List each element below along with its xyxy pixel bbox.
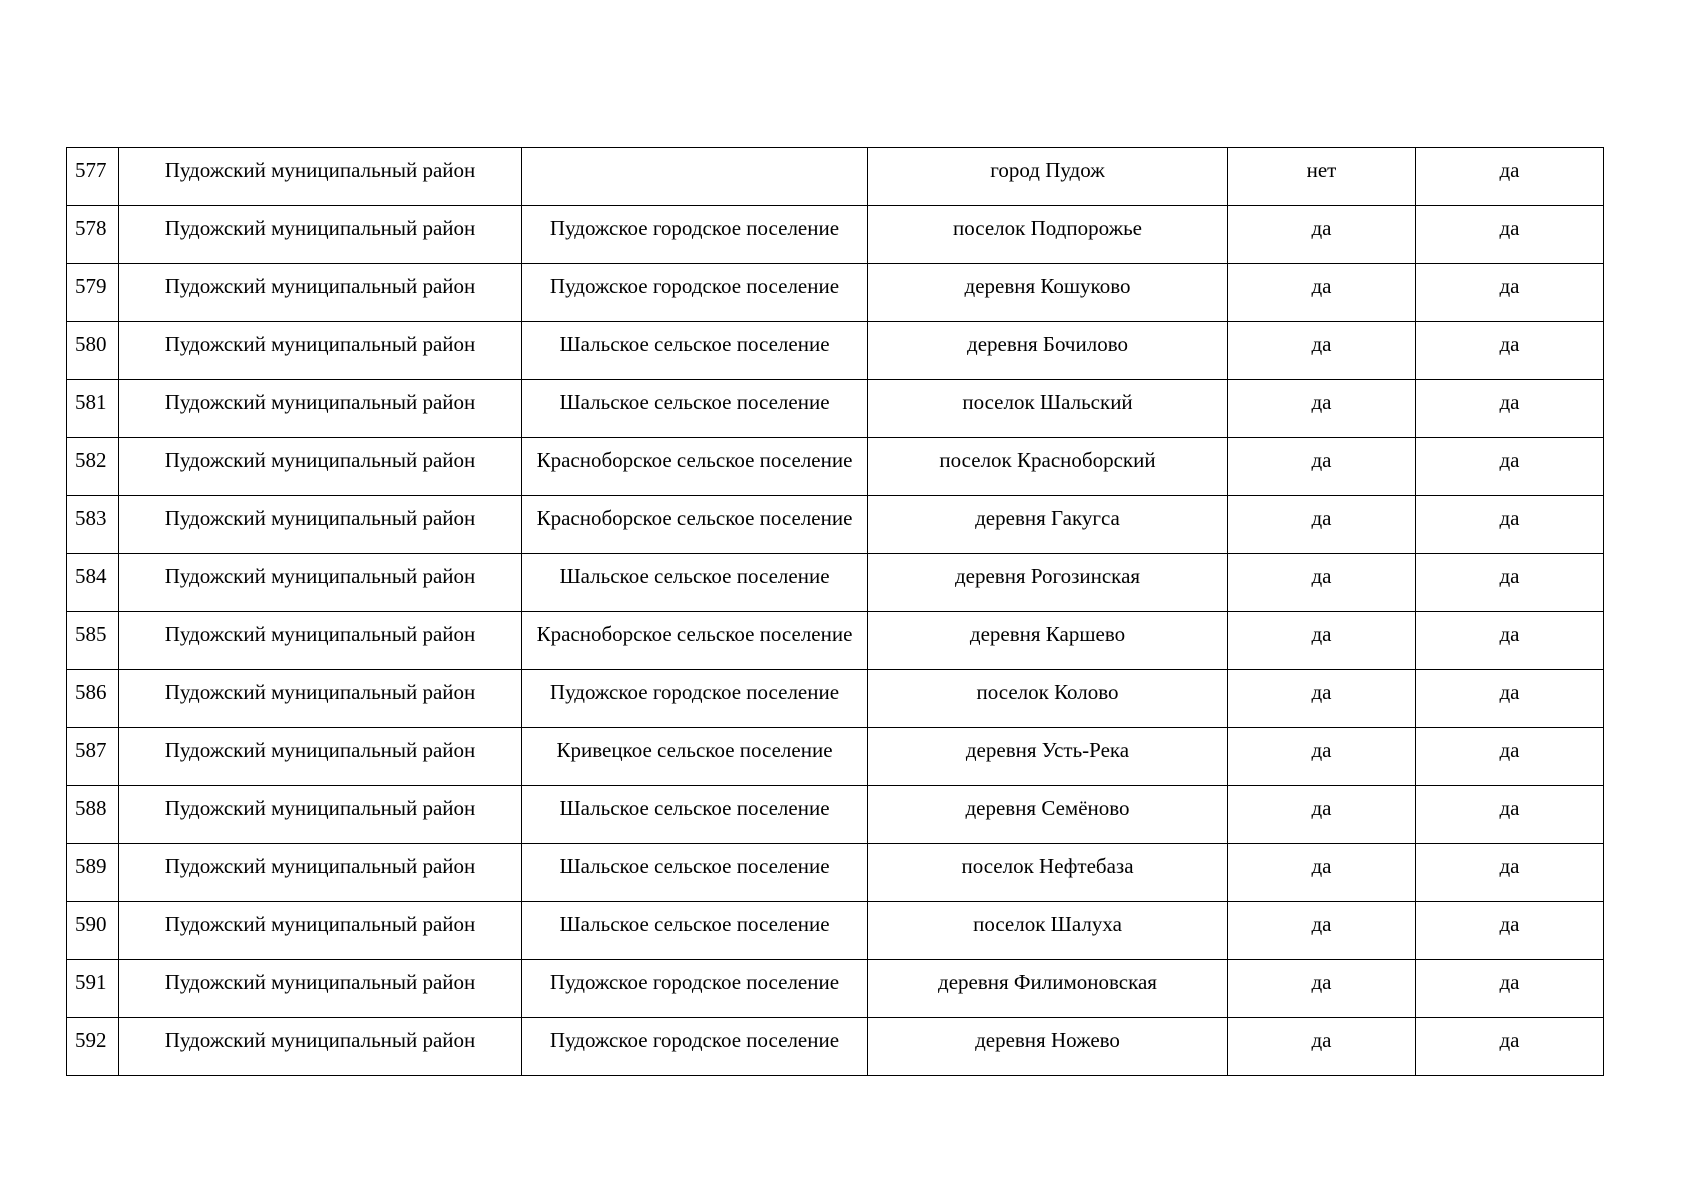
settlement-cell: Пудожское городское поселение <box>522 206 868 264</box>
row-number-cell: 590 <box>67 902 119 960</box>
locality-cell: город Пудож <box>868 148 1228 206</box>
row-number-cell: 582 <box>67 438 119 496</box>
flag-b-cell: да <box>1416 902 1604 960</box>
table-row <box>67 554 1604 612</box>
district-cell: Пудожский муниципальный район <box>119 1018 522 1076</box>
flag-a-cell: да <box>1228 1018 1416 1076</box>
row-number-cell: 588 <box>67 786 119 844</box>
settlement-cell: Шальское сельское поселение <box>522 844 868 902</box>
table-row <box>67 438 1604 496</box>
row-number-cell: 592 <box>67 1018 119 1076</box>
district-cell: Пудожский муниципальный район <box>119 148 522 206</box>
settlements-table <box>66 147 1604 1076</box>
settlement-cell: Красноборское сельское поселение <box>522 438 868 496</box>
row-number-cell: 587 <box>67 728 119 786</box>
district-cell: Пудожский муниципальный район <box>119 786 522 844</box>
row-number-cell: 589 <box>67 844 119 902</box>
district-cell: Пудожский муниципальный район <box>119 670 522 728</box>
locality-cell: деревня Рогозинская <box>868 554 1228 612</box>
district-cell: Пудожский муниципальный район <box>119 960 522 1018</box>
locality-cell: деревня Каршево <box>868 612 1228 670</box>
settlement-cell: Шальское сельское поселение <box>522 554 868 612</box>
flag-a-cell: да <box>1228 670 1416 728</box>
locality-cell: поселок Шальский <box>868 380 1228 438</box>
table-row <box>67 264 1604 322</box>
district-cell: Пудожский муниципальный район <box>119 844 522 902</box>
flag-b-cell: да <box>1416 496 1604 554</box>
row-number-cell: 584 <box>67 554 119 612</box>
flag-b-cell: да <box>1416 264 1604 322</box>
district-cell: Пудожский муниципальный район <box>119 496 522 554</box>
settlement-cell: Пудожское городское поселение <box>522 264 868 322</box>
table-row <box>67 844 1604 902</box>
locality-cell: поселок Подпорожье <box>868 206 1228 264</box>
settlement-cell: Шальское сельское поселение <box>522 902 868 960</box>
table-row <box>67 322 1604 380</box>
district-cell: Пудожский муниципальный район <box>119 728 522 786</box>
flag-b-cell: да <box>1416 322 1604 380</box>
flag-a-cell: да <box>1228 554 1416 612</box>
flag-b-cell: да <box>1416 786 1604 844</box>
table-row <box>67 728 1604 786</box>
flag-b-cell: да <box>1416 148 1604 206</box>
flag-a-cell: да <box>1228 322 1416 380</box>
flag-b-cell: да <box>1416 1018 1604 1076</box>
flag-b-cell: да <box>1416 728 1604 786</box>
district-cell: Пудожский муниципальный район <box>119 612 522 670</box>
table-row <box>67 496 1604 554</box>
flag-a-cell: да <box>1228 960 1416 1018</box>
settlements-table-body <box>67 148 1604 1076</box>
settlement-cell: Шальское сельское поселение <box>522 380 868 438</box>
settlement-cell: Пудожское городское поселение <box>522 960 868 1018</box>
district-cell: Пудожский муниципальный район <box>119 206 522 264</box>
flag-b-cell: да <box>1416 844 1604 902</box>
settlement-cell: Красноборское сельское поселение <box>522 496 868 554</box>
table-row <box>67 960 1604 1018</box>
settlement-cell <box>522 148 868 206</box>
flag-a-cell: да <box>1228 612 1416 670</box>
row-number-cell: 591 <box>67 960 119 1018</box>
row-number-cell: 586 <box>67 670 119 728</box>
locality-cell: поселок Шалуха <box>868 902 1228 960</box>
district-cell: Пудожский муниципальный район <box>119 438 522 496</box>
flag-a-cell: да <box>1228 264 1416 322</box>
settlement-cell: Пудожское городское поселение <box>522 670 868 728</box>
locality-cell: деревня Бочилово <box>868 322 1228 380</box>
locality-cell: поселок Нефтебаза <box>868 844 1228 902</box>
table-row <box>67 786 1604 844</box>
locality-cell: деревня Семёново <box>868 786 1228 844</box>
settlement-cell: Шальское сельское поселение <box>522 786 868 844</box>
settlement-cell: Кривецкое сельское поселение <box>522 728 868 786</box>
flag-a-cell: да <box>1228 786 1416 844</box>
table-row <box>67 148 1604 206</box>
row-number-cell: 585 <box>67 612 119 670</box>
flag-b-cell: да <box>1416 380 1604 438</box>
row-number-cell: 577 <box>67 148 119 206</box>
flag-a-cell: да <box>1228 728 1416 786</box>
district-cell: Пудожский муниципальный район <box>119 554 522 612</box>
table-row <box>67 902 1604 960</box>
settlement-cell: Пудожское городское поселение <box>522 1018 868 1076</box>
row-number-cell: 580 <box>67 322 119 380</box>
table-row <box>67 380 1604 438</box>
table-row <box>67 612 1604 670</box>
district-cell: Пудожский муниципальный район <box>119 902 522 960</box>
locality-cell: поселок Красноборский <box>868 438 1228 496</box>
flag-a-cell: да <box>1228 438 1416 496</box>
table-row <box>67 1018 1604 1076</box>
locality-cell: деревня Усть-Река <box>868 728 1228 786</box>
locality-cell: поселок Колово <box>868 670 1228 728</box>
row-number-cell: 581 <box>67 380 119 438</box>
flag-b-cell: да <box>1416 612 1604 670</box>
row-number-cell: 583 <box>67 496 119 554</box>
district-cell: Пудожский муниципальный район <box>119 264 522 322</box>
flag-b-cell: да <box>1416 554 1604 612</box>
table-row <box>67 670 1604 728</box>
flag-b-cell: да <box>1416 960 1604 1018</box>
locality-cell: деревня Ножево <box>868 1018 1228 1076</box>
locality-cell: деревня Кошуково <box>868 264 1228 322</box>
district-cell: Пудожский муниципальный район <box>119 322 522 380</box>
flag-a-cell: нет <box>1228 148 1416 206</box>
locality-cell: деревня Гакугса <box>868 496 1228 554</box>
flag-a-cell: да <box>1228 206 1416 264</box>
locality-cell: деревня Филимоновская <box>868 960 1228 1018</box>
flag-a-cell: да <box>1228 380 1416 438</box>
flag-b-cell: да <box>1416 438 1604 496</box>
flag-a-cell: да <box>1228 902 1416 960</box>
flag-b-cell: да <box>1416 206 1604 264</box>
flag-a-cell: да <box>1228 496 1416 554</box>
flag-b-cell: да <box>1416 670 1604 728</box>
district-cell: Пудожский муниципальный район <box>119 380 522 438</box>
flag-a-cell: да <box>1228 844 1416 902</box>
row-number-cell: 579 <box>67 264 119 322</box>
settlement-cell: Шальское сельское поселение <box>522 322 868 380</box>
settlement-cell: Красноборское сельское поселение <box>522 612 868 670</box>
table-row <box>67 206 1604 264</box>
row-number-cell: 578 <box>67 206 119 264</box>
